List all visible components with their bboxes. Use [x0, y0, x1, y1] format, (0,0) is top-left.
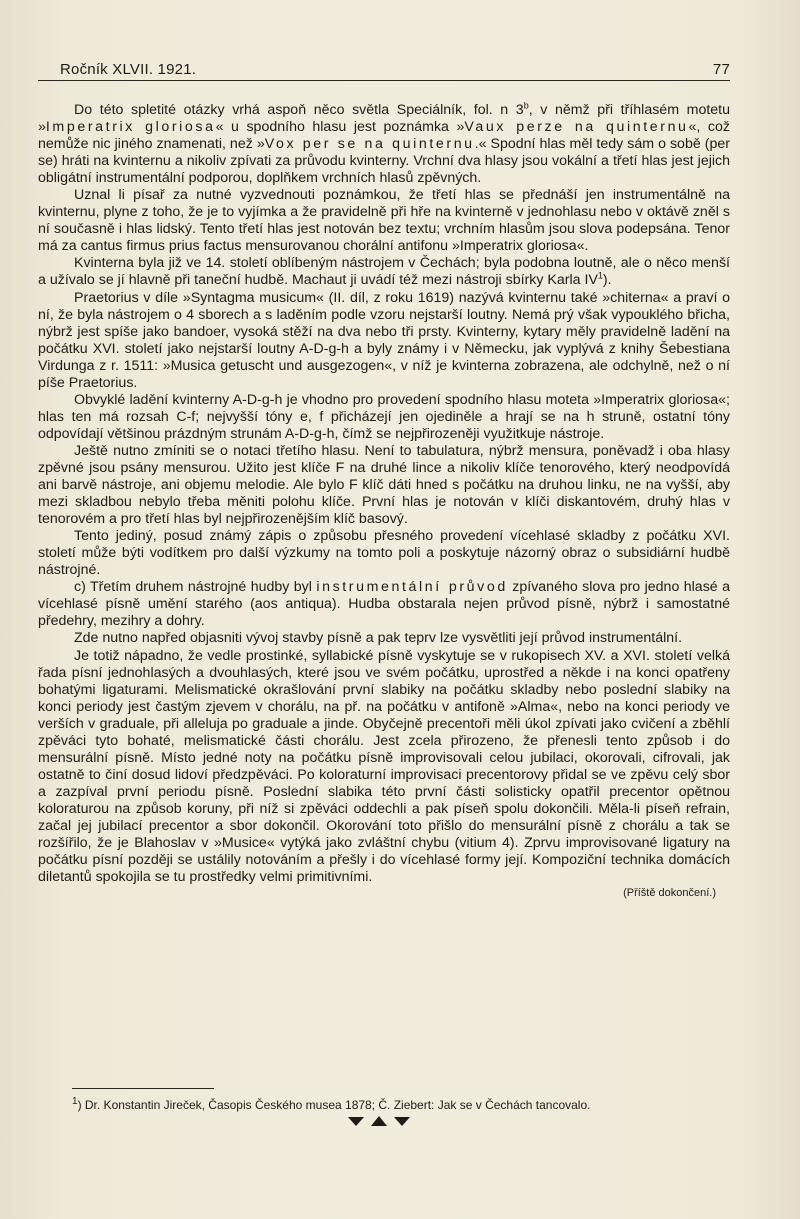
- paragraph: [38, 187, 730, 255]
- text-run: .« Spodní hlas měl tedy sám o sobě (per se) hráti na kvinternu a nikoliv zpívati za průvodu kvinterny. Vrchní dva hlasy jsou vokální a třetí hlas jest jejich obligátní instrumentální podporou, doplňkem vrchních hlasů zpěvných.: [38, 136, 730, 187]
- continuation-note: (Příště dokončení.): [623, 887, 716, 900]
- text-run: Zde nutno napřed objasniti vývoj stavby písně a pak teprv lze vysvětliti její průvod instrumentální.: [74, 630, 683, 647]
- page-number: 77: [712, 61, 730, 78]
- paragraph: [38, 528, 730, 579]
- text-run: Kvinterna byla již ve 14. století oblíbeným nástrojem v Čechách; byla podobna loutně, ale o něco menší a užívalo se jí hlavně při taneční hudbě. Machaut ji uvádí též mezi nástroji sbírky Karla IV: [38, 255, 730, 289]
- text-run: «, což nemůže nic jiného znamenati, než »: [38, 119, 731, 153]
- text-run: ).: [602, 272, 612, 289]
- paragraph: [38, 102, 730, 187]
- text-run: Tento jediný, posud známý zápis o způsobu přesného provedení vícehlasé skladby z počátku XVI. století může býti vodítkem pro další výzkumy na tomto poli a poskytuje názorný obraz o subsidiární hudbě nástrojné.: [38, 528, 730, 579]
- superscript: b: [523, 100, 529, 111]
- header-rule: [38, 80, 730, 81]
- emphasized-text: Vaux perze na quinternu: [464, 119, 689, 136]
- emphasized-text: instrumentální průvod: [316, 579, 508, 596]
- superscript: 1: [597, 270, 603, 281]
- text-run: Uznal li písař za nutné vyzvednouti poznámkou, že třetí hlas se přednáší jen instrumentálně na kvinternu, plyne z toho, že je to vyjímka a že pravidelně při hře na kvinterně v jednohlasu nebo v oktávě zněl s ní současně i hlas lidský. Tento třetí hlas jest notován bez textu; vrchním hlasům jsou slova podepsána. Tenor má za cantus firmus prius factus mensurovanou chorální antifonu »Imperatrix gloriosa«.: [38, 187, 730, 255]
- emphasized-text: Vox per se na quinternu: [264, 136, 475, 153]
- paragraph: [38, 392, 730, 443]
- footnote: [72, 1094, 732, 1113]
- paragraph: [38, 579, 730, 630]
- footnote-rule: [72, 1088, 214, 1089]
- text-run: , v němž při tříhlasém motetu »: [38, 102, 730, 136]
- text-run: c) Třetím druhem nástrojné hudby byl: [74, 579, 317, 596]
- text-run: Praetorius v díle »Syntagma musicum« (II. díl, z roku 1619) nazývá kvinternu také »chiterna« a praví o ní, že byla nástrojem o 4 sborech a s laděním podle vzoru nejstarší loutny. Nemá prý však vypouklého břicha, nýbrž jest spíše jako bandoer, vysoká stěží na dva nebo tři prsty. Kvinterny, kytary měly pravidelně ladění na počátku XVI. století jako nejstarší loutny A-D-g-h a byly známy i v Německu, jak vyplývá z knihy Šebestiana Virdunga z r. 1511: »Musica getuscht und ausgezogen«, v níž je kvinterna zobrazena, ale odchylně, než o ní píše Praetorius.: [38, 289, 730, 391]
- text-run: zpívaného slova pro jedno hlasé a vícehlasé písně umění starého (aos antiqua). Hudba obstarala nejen průvod písně, nýbrž i samostatné předehry, mezihry a dohry.: [38, 579, 730, 630]
- footnote-text: ) Dr. Konstantin Jireček, Časopis Českého musea 1878; Č. Ziebert: Jak se v Čechách tancovalo.: [77, 1098, 591, 1112]
- text-run: Ještě nutno zmíniti se o notaci třetího hlasu. Není to tabulatura, nýbrž mensura, poněvadž i oba hlasy zpěvné jsou psány mensurou. Užito jest klíče F na druhé lince a nikoliv klíče tenorového, který neodpovídá ani barvě nástroje, ani objemu melodie. Ale bylo F klíč dáti hned s počátku na druhou linku, ne na vyšší, aby mezi skladbou nebylo třeba měniti polohu klíče. První hlas je notován v klíči diskantovém, druhý hlas v tenorovém a pro třetí hlas byl nejpřirozenějším klíč basový.: [38, 442, 730, 528]
- paragraph: [38, 255, 730, 289]
- volume-year: Ročník XLVII. 1921.: [60, 61, 197, 78]
- paragraph: [38, 648, 730, 887]
- text-run: « u spodního hlasu jest poznámka »: [215, 119, 465, 136]
- text-run: Do této spletité otázky vrhá aspoň něco světla Speciálník, fol. n 3: [74, 102, 524, 118]
- footnote-marker: 1: [72, 1096, 78, 1107]
- emphasized-text: Imperatrix gloriosa: [45, 119, 216, 136]
- paragraph: [38, 630, 730, 647]
- paragraph: [38, 443, 730, 528]
- paragraph: [38, 290, 730, 392]
- text-run: Obvyklé ladění kvinterny A-D-g-h je vhodno pro provedení spodního hlasu moteta »Imperatrix gloriosa«; hlas ten má rozsah C-f; nejvyšší tóny e, f přicházejí jen ojediněle a hrají se na h struně, ostatní tóny odpovídají většinou prázdným strunám A-D-g-h, čímž se nejpřirozeněji využitkuje nástroje.: [38, 391, 730, 442]
- running-header: [60, 61, 730, 81]
- ornament-triangles-icon: [344, 1113, 414, 1129]
- article-body: [38, 102, 730, 901]
- text-run: Je totiž nápadno, že vedle prostinké, syllabické písně vyskytuje se v rukopisech XV. a XVI. století velká řada písní jednohlasých a dvouhlasých, které jsou ve svém počátku, uprostřed a někde i na konci opatřeny bohatými ligaturami. Melismatické okrašlování první slabiky na počátku skladby nebo poslední slabiky na konci periody jest častým zjevem v chorálu, na př. na počátku v antifoně »Alma«, nebo na konci periody ve verších v graduale, při alleluja po graduale a jinde. Obyčejně precentoři měli úkol zpívati jako cvičení a zběhlí zpěváci tyto bohaté, melismatické části chorálu. Jest zcela přirozeno, že přenesli tento způsob i do mensurální písně. Místo jedné noty na počátku písně improvisovali celou jubilaci, okorovali, cifrovali, jak ostatně to činí dosud lidoví předzpěváci. Po koloraturní improvisaci precentorovy přidal se ve zpěvu celý sbor a zazpíval první periodu písně. Poslední slabika této první části solisticky opatřil precentor opětnou koloraturou na způsob koruny, při níž si zpěváci oddechli a pak píseň spolu dokončili. Měla-li píseň refrain, začal jej jubilací precentor a sbor dokončil. Okorování toto přišlo do mensurální písně z chorálu a tak se rozšířilo, že je Blahoslav v »Musice« vytýká jako zvláštní chybu (vitium 4). Zprvu improvisované ligatury na počátku písní později se ustálily notováním a přešly i do vícehlasé formy její. Kompoziční technika domácích diletantů spokojila se tu prostředky velmi primitivními.: [38, 647, 730, 886]
